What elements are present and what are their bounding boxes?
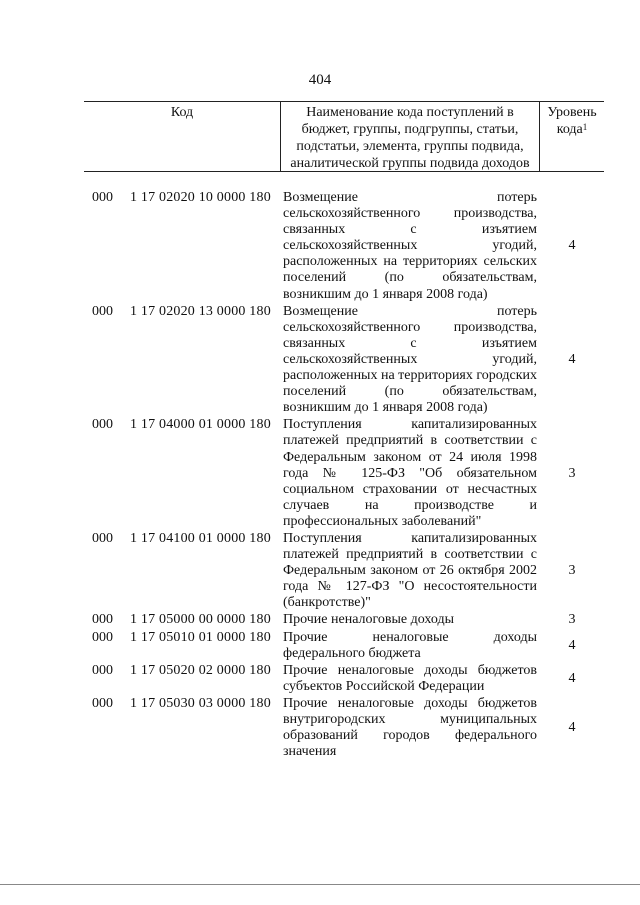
code-level: 4: [568, 351, 576, 367]
revenue-name: Возмещение потерь сельскохозяйственного производства, связанных с изъятием сельскохозяйственных угодий, расположенных на территориях сельских поселений (по обязательствам, возникшим до 1 января 2008 года): [283, 190, 537, 302]
revenue-name: Прочие неналоговые доходы федерального бюджета: [283, 629, 537, 661]
scan-edge-line: [0, 884, 640, 885]
admin-code: 000: [92, 303, 113, 319]
header-name: Наименование кода поступлений в бюджет, группы, подгруппы, статьи, подстатьи, элемента, группы подвида, аналитической группы подвида доходов: [290, 105, 530, 171]
revenue-code: 1 17 05010 01 0000 180: [130, 629, 271, 645]
code-level: 3: [568, 612, 576, 628]
table-row: [0, 663, 640, 695]
code-level: 4: [568, 720, 576, 736]
admin-code: 000: [92, 662, 113, 678]
revenue-code: 1 17 04100 01 0000 180: [130, 530, 271, 546]
code-level: 3: [568, 563, 576, 579]
code-level: 4: [568, 238, 576, 254]
table-row: [0, 190, 640, 303]
revenue-name: Поступления капитализированных платежей предприятий в соответствии с Федеральным законом от 24 июля 1998 года № 125-ФЗ "Об обязательном социальном страховании от несчастных случаев на производстве и профессиональных заболеваний": [283, 417, 537, 529]
revenue-name: Поступления капитализированных платежей предприятий в соответствии с Федеральным законом от 26 октября 2002 года № 127-ФЗ "О несостоятельности (банкротстве)": [283, 530, 537, 611]
admin-code: 000: [92, 629, 113, 645]
table-header: [84, 101, 604, 172]
table-row: [0, 304, 640, 417]
code-level: 4: [568, 637, 576, 653]
revenue-code: 1 17 05030 03 0000 180: [130, 695, 271, 711]
revenue-code: 1 17 05000 00 0000 180: [130, 612, 271, 628]
table-row: [0, 531, 640, 611]
revenue-code: 1 17 04000 01 0000 180: [130, 417, 271, 433]
footnote-marker: 1: [582, 122, 588, 132]
table-body: [0, 190, 640, 761]
code-level: 4: [568, 670, 576, 686]
revenue-name: Прочие неналоговые доходы бюджетов субъектов Российской Федерации: [283, 662, 537, 694]
table-row: [0, 630, 640, 662]
table-row: [0, 417, 640, 530]
revenue-name: Прочие неналоговые доходы бюджетов внутригородских муниципальных образований городов федерального значения: [283, 695, 537, 760]
admin-code: 000: [92, 530, 113, 546]
header-code: Код: [170, 105, 194, 120]
admin-code: 000: [92, 190, 113, 205]
header-level: [540, 104, 604, 138]
revenue-name: Прочие неналоговые доходы: [283, 612, 455, 628]
revenue-name: Возмещение потерь сельскохозяйственного производства, связанных с изъятием сельскохозяйственных угодий, расположенных на территориях городских поселений (по обязательствам, возникшим до 1 января 2008 года): [283, 303, 537, 416]
admin-code: 000: [92, 695, 113, 711]
page-number: 404: [308, 72, 332, 88]
table-row: [0, 612, 640, 628]
revenue-code: 1 17 02020 13 0000 180: [130, 303, 271, 319]
revenue-code: 1 17 02020 10 0000 180: [130, 190, 271, 205]
revenue-code: 1 17 05020 02 0000 180: [130, 662, 271, 678]
admin-code: 000: [92, 612, 113, 628]
table-row: [0, 696, 640, 760]
admin-code: 000: [92, 417, 113, 433]
code-level: 3: [568, 465, 576, 481]
header-level-label: Уровень кода: [547, 105, 597, 137]
